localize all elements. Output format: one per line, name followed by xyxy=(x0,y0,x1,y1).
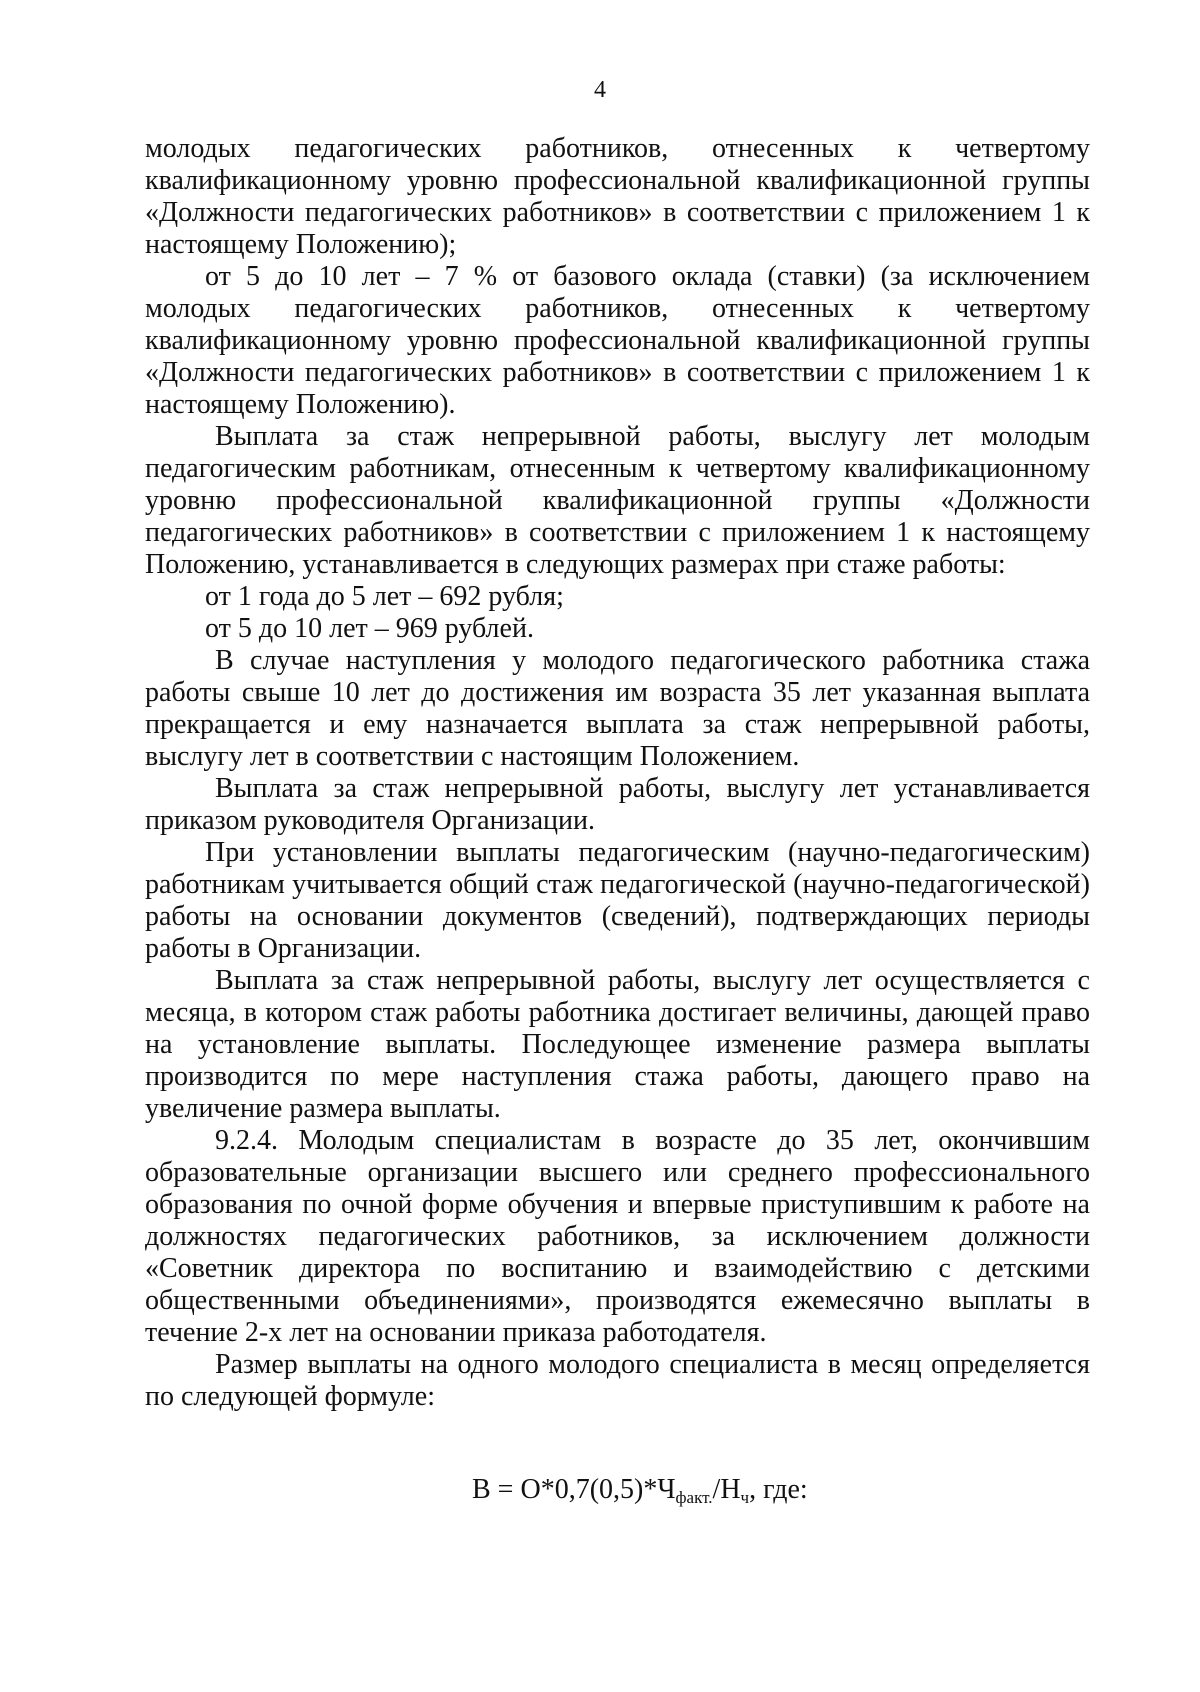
formula-middle: /Н xyxy=(712,1474,741,1505)
formula-subscript-fact: факт. xyxy=(675,1488,713,1507)
formula-subscript-hours: ч xyxy=(740,1488,750,1507)
paragraph-1-to-5-years-amount: от 1 года до 5 лет – 692 рубля; xyxy=(205,581,564,612)
payment-formula xyxy=(472,1474,808,1506)
paragraph-order-of-head: Выплата за стаж непрерывной работы, выслугу лет устанавливается приказом руководителя Организации. xyxy=(145,773,1090,836)
formula-left: В = О*0,7(0,5)*Ч xyxy=(472,1474,676,1505)
paragraph-5-to-10-years-percent: от 5 до 10 лет – 7 % от базового оклада (ставки) (за исключением молодых педагогических работников, отнесенных к четвертому квалификационному уровню профессиональной квалификационной группы «Должности педагогических работников» в соответствии с приложением 1 к настоящему Положению). xyxy=(145,261,1090,420)
paragraph-young-workers-payment: Выплата за стаж непрерывной работы, выслугу лет молодым педагогическим работникам, отнесенным к четвертому квалификационному уровню профессиональной квалификационной группы «Должности педагогических работников» в соответствии с приложением 1 к настоящему Положению, устанавливается в следующих размерах при стаже работы: xyxy=(145,421,1090,580)
paragraph-over-10-years: В случае наступления у молодого педагогического работника стажа работы свыше 10 лет до достижения им возраста 35 лет указанная выплата прекращается и ему назначается выплата за стаж непрерывной работы, выслугу лет в соответствии с настоящим Положением. xyxy=(145,645,1090,772)
formula-right: , где: xyxy=(749,1474,808,1505)
paragraph-teaching-experience: При установлении выплаты педагогическим (научно-педагогическим) работникам учитывается общий стаж педагогической (научно-педагогической) работы на основании документов (сведений), подтверждающих периоды работы в Организации. xyxy=(145,837,1090,964)
paragraph-payment-size-formula-intro: Размер выплаты на одного молодого специалиста в месяц определяется по следующей формуле: xyxy=(145,1349,1090,1412)
document-body xyxy=(145,133,1090,1413)
paragraph-young-workers-continuation: молодых педагогических работников, отнесенных к четвертому квалификационному уровню профессиональной квалификационной группы «Должности педагогических работников» в соответствии с приложением 1 к настоящему Положению); xyxy=(145,133,1090,260)
paragraph-payment-start-month: Выплата за стаж непрерывной работы, выслугу лет осуществляется с месяца, в котором стаж работы работника достигает величины, дающей право на установление выплаты. Последующее изменение размера выплаты производится по мере наступления стажа работы, дающего право на увеличение размера выплаты. xyxy=(145,965,1090,1124)
page-number: 4 xyxy=(594,77,606,103)
paragraph-9-2-4-young-specialists: 9.2.4. Молодым специалистам в возрасте до 35 лет, окончившим образовательные организации высшего или среднего профессионального образования по очной форме обучения и впервые приступившим к работе на должностях педагогических работников, за исключением должности «Советник директора по воспитанию и взаимодействию с детскими общественными объединениями», производятся ежемесячно выплаты в течение 2-х лет на основании приказа работодателя. xyxy=(145,1125,1090,1348)
paragraph-5-to-10-years-amount: от 5 до 10 лет – 969 рублей. xyxy=(205,613,534,644)
